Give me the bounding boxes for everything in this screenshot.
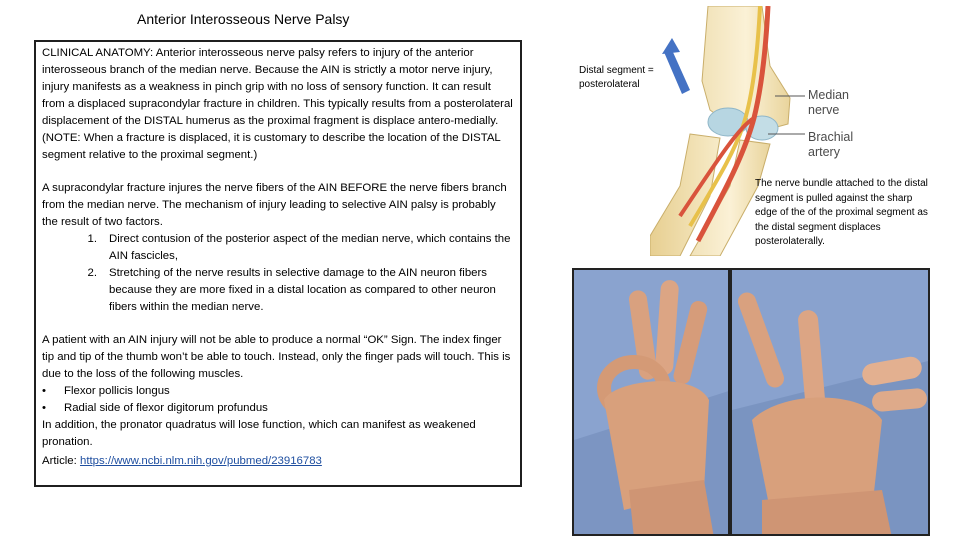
distal-label-line2: posterolateral	[579, 79, 640, 90]
brachial-artery-label	[808, 130, 853, 160]
list-text: Direct contusion of the posterior aspect of the median nerve, which contains the AIN fascicles,	[109, 233, 511, 262]
brachial-label-line2: artery	[808, 145, 840, 159]
bullet-symbol: •	[42, 385, 46, 397]
list-item	[42, 265, 514, 316]
list-number: 2.	[87, 267, 97, 279]
bullet-text: Flexor pollicis longus	[64, 385, 170, 397]
median-label-line2: nerve	[808, 103, 840, 117]
ok-sign-paragraph: A patient with an AIN injury will not be able to produce a normal “OK” Sign. The index finger tip and tip of the thumb won’t be able to touch. Instead, only the finger pads will touch. This is due to the loss of the following muscles.	[42, 334, 511, 380]
figure-caption: The nerve bundle attached to the distal segment is pulled against the sharp edge of the of the proximal segment as the distal segment displaces posterolaterally.	[755, 178, 928, 247]
article-link[interactable]: https://www.ncbi.nlm.nih.gov/pubmed/23916783	[79, 455, 322, 467]
median-nerve-label	[808, 88, 849, 118]
slide-title: Anterior Interosseous Nerve Palsy	[137, 11, 350, 27]
mechanism-paragraph: A supracondylar fracture injures the nerve fibers of the AIN BEFORE the nerve fibers branch from the median nerve. The mechanism of injury leading to selective AIN palsy is probably the result of two factors.	[42, 182, 507, 228]
pronator-paragraph: In addition, the pronator quadratus will lose function, which can manifest as weakened pronation.	[42, 419, 476, 448]
article-label: Article:	[42, 455, 77, 467]
list-number: 1.	[87, 233, 97, 245]
hand-photo-drawing	[732, 270, 930, 536]
bullet-symbol: •	[42, 402, 46, 414]
list-text: Stretching of the nerve results in selective damage to the AIN neuron fibers because they are more fixed in a distal location as compared to other neuron fibers within the median nerve.	[109, 267, 496, 313]
list-item	[42, 231, 514, 265]
article-line	[42, 453, 514, 470]
median-label-line1: Median	[808, 88, 849, 102]
brachial-label-line1: Brachial	[808, 130, 854, 144]
bullet-item	[42, 400, 514, 417]
text-box	[34, 40, 522, 487]
hand-photo-drawing	[574, 270, 730, 536]
clinical-anatomy-paragraph: CLINICAL ANATOMY: Anterior interosseous nerve palsy refers to injury of the anterior interosseous branch of the median nerve. Because the AIN is strictly a motor nerve injury, injury manifests as a weakness in pinch grip with no loss of sensory function. It can result from a displaced supracondylar fracture in children. This typically results from a posterolateral displacement of the DISTAL humerus as the proximal fragment is displace antero-medially. (NOTE: When a fracture is displaced, it is customary to describe the location of the DISTAL segment relative to the proximal segment.)	[42, 47, 513, 161]
distal-label-line1: Distal segment =	[579, 65, 654, 76]
ok-sign-photo-ain-palsy	[730, 268, 930, 536]
displacement-arrow-icon	[662, 38, 702, 98]
distal-segment-label	[579, 64, 654, 92]
bullet-item	[42, 383, 514, 400]
ok-sign-photo-normal	[572, 268, 730, 536]
bullet-text: Radial side of flexor digitorum profundus	[64, 402, 268, 414]
